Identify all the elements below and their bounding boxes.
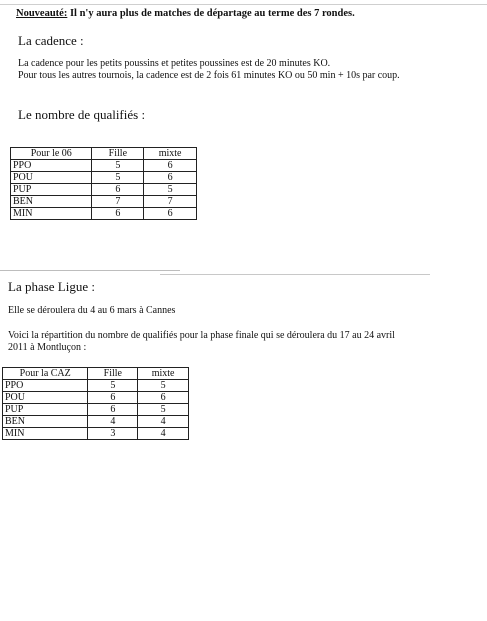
table-cell: PUP: [11, 184, 92, 196]
table-cell: 5: [92, 172, 144, 184]
table-header-row: [11, 148, 197, 160]
table-row: [3, 380, 189, 392]
table-header-cell: Fille: [92, 148, 144, 160]
table-cell: 5: [138, 404, 189, 416]
table-cell: MIN: [11, 208, 92, 220]
table-cell: POU: [3, 392, 88, 404]
table-row: [11, 196, 197, 208]
ligue-dates: Elle se déroulera du 4 au 6 mars à Cannes: [8, 305, 176, 316]
qualifies-heading: Le nombre de qualifiés :: [18, 107, 146, 122]
table-cell: 5: [88, 380, 138, 392]
table-cell: 6: [92, 208, 144, 220]
table-cell: BEN: [3, 416, 88, 428]
table-cell: PPO: [11, 160, 92, 172]
table-header-cell: Pour le 06: [11, 148, 92, 160]
table-cell: 5: [138, 380, 189, 392]
table-row: [11, 184, 197, 196]
scan-edge-line: [0, 4, 487, 5]
table-header-cell: mixte: [138, 368, 189, 380]
table-row: [3, 428, 189, 440]
table-cell: POU: [11, 172, 92, 184]
qualifies-table-06: [10, 147, 197, 220]
cadence-line-1: La cadence pour les petits poussins et petites poussines est de 20 minutes KO.: [18, 58, 331, 69]
table-cell: 6: [88, 404, 138, 416]
table-row: [3, 404, 189, 416]
table-row: [3, 392, 189, 404]
table-cell: 6: [144, 172, 197, 184]
page-break-line: [160, 274, 430, 275]
table-header-cell: Fille: [88, 368, 138, 380]
table-cell: 4: [88, 416, 138, 428]
table-cell: 7: [92, 196, 144, 208]
table-row: [11, 172, 197, 184]
table-cell: MIN: [3, 428, 88, 440]
table-cell: 5: [144, 184, 197, 196]
table-cell: 6: [92, 184, 144, 196]
cadence-line-2: Pour tous les autres tournois, la cadence est de 2 fois 61 minutes KO ou 50 min + 10s par coup.: [18, 70, 400, 81]
notice-keyword: Nouveauté:: [16, 8, 68, 19]
table-cell: 4: [138, 428, 189, 440]
cadence-paragraph: [18, 58, 413, 82]
table-cell: 6: [144, 208, 197, 220]
table-cell: 6: [144, 160, 197, 172]
table-cell: 7: [144, 196, 197, 208]
table-cell: 3: [88, 428, 138, 440]
table-header-cell: mixte: [144, 148, 197, 160]
table-header-cell: Pour la CAZ: [3, 368, 88, 380]
table-cell: 6: [138, 392, 189, 404]
ligue-table-caz: [2, 367, 189, 440]
table-row: [3, 416, 189, 428]
table-header-row: [3, 368, 189, 380]
table-cell: 6: [88, 392, 138, 404]
table-row: [11, 208, 197, 220]
table-cell: 4: [138, 416, 189, 428]
notice-text: Il n'y aura plus de matches de départage au terme des 7 rondes.: [69, 8, 355, 19]
table-cell: BEN: [11, 196, 92, 208]
page-break-line: [0, 270, 180, 271]
cadence-heading: La cadence :: [18, 33, 84, 48]
table-cell: PUP: [3, 404, 88, 416]
notice: [16, 8, 355, 19]
table-row: [11, 160, 197, 172]
table-cell: 5: [92, 160, 144, 172]
ligue-heading: La phase Ligue :: [8, 279, 95, 294]
ligue-intro: Voici la répartition du nombre de qualifiés pour la phase finale qui se déroulera du 17 au 24 avril 2011 à Montluçon :: [8, 330, 395, 353]
table-cell: PPO: [3, 380, 88, 392]
